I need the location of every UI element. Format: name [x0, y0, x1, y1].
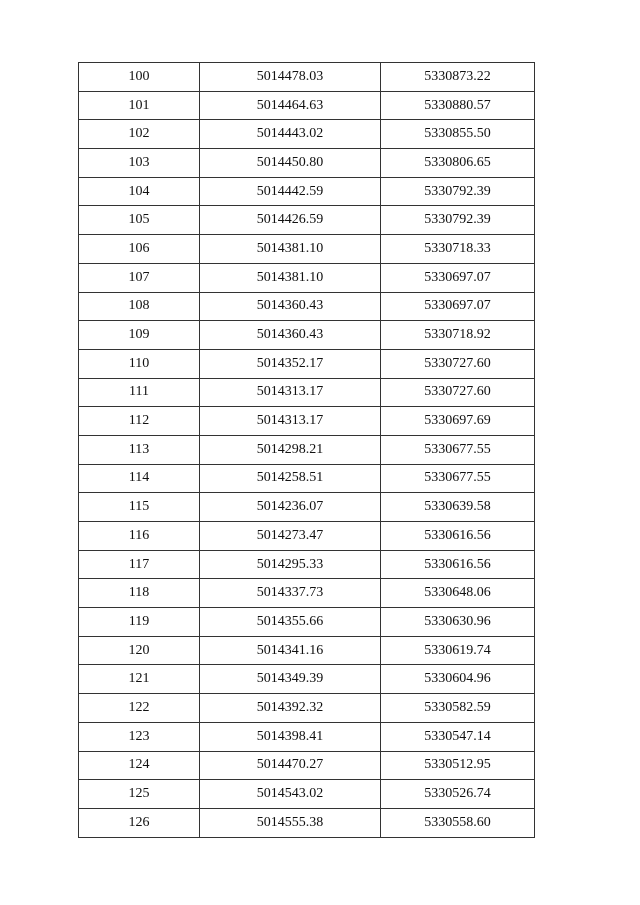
x-coordinate-cell: 5014381.10: [200, 235, 381, 264]
x-coordinate-cell: 5014426.59: [200, 206, 381, 235]
table-row: [79, 722, 535, 751]
x-coordinate-cell: 5014313.17: [200, 378, 381, 407]
table-row: [79, 579, 535, 608]
point-number-cell: 116: [79, 522, 200, 551]
y-coordinate-cell: 5330526.74: [381, 780, 535, 809]
y-coordinate-cell: 5330677.55: [381, 435, 535, 464]
point-number-cell: 126: [79, 808, 200, 837]
table-row: [79, 751, 535, 780]
point-number-cell: 107: [79, 263, 200, 292]
point-number-cell: 113: [79, 435, 200, 464]
point-number-cell: 125: [79, 780, 200, 809]
coordinate-table: [78, 62, 535, 838]
point-number-cell: 106: [79, 235, 200, 264]
y-coordinate-cell: 5330873.22: [381, 63, 535, 92]
y-coordinate-cell: 5330630.96: [381, 608, 535, 637]
table-row: [79, 780, 535, 809]
point-number-cell: 119: [79, 608, 200, 637]
x-coordinate-cell: 5014555.38: [200, 808, 381, 837]
point-number-cell: 105: [79, 206, 200, 235]
x-coordinate-cell: 5014313.17: [200, 407, 381, 436]
table-row: [79, 292, 535, 321]
table-row: [79, 63, 535, 92]
table-row: [79, 321, 535, 350]
y-coordinate-cell: 5330616.56: [381, 522, 535, 551]
point-number-cell: 120: [79, 636, 200, 665]
point-number-cell: 124: [79, 751, 200, 780]
point-number-cell: 100: [79, 63, 200, 92]
y-coordinate-cell: 5330604.96: [381, 665, 535, 694]
x-coordinate-cell: 5014352.17: [200, 349, 381, 378]
x-coordinate-cell: 5014450.80: [200, 149, 381, 178]
point-number-cell: 111: [79, 378, 200, 407]
y-coordinate-cell: 5330697.69: [381, 407, 535, 436]
table-row: [79, 464, 535, 493]
x-coordinate-cell: 5014341.16: [200, 636, 381, 665]
x-coordinate-cell: 5014273.47: [200, 522, 381, 551]
point-number-cell: 108: [79, 292, 200, 321]
x-coordinate-cell: 5014381.10: [200, 263, 381, 292]
x-coordinate-cell: 5014258.51: [200, 464, 381, 493]
x-coordinate-cell: 5014298.21: [200, 435, 381, 464]
x-coordinate-cell: 5014470.27: [200, 751, 381, 780]
point-number-cell: 110: [79, 349, 200, 378]
y-coordinate-cell: 5330639.58: [381, 493, 535, 522]
y-coordinate-cell: 5330582.59: [381, 694, 535, 723]
table-row: [79, 378, 535, 407]
x-coordinate-cell: 5014392.32: [200, 694, 381, 723]
y-coordinate-cell: 5330697.07: [381, 292, 535, 321]
table-row: [79, 407, 535, 436]
point-number-cell: 104: [79, 177, 200, 206]
table-row: [79, 235, 535, 264]
y-coordinate-cell: 5330792.39: [381, 206, 535, 235]
table-row: [79, 263, 535, 292]
y-coordinate-cell: 5330792.39: [381, 177, 535, 206]
point-number-cell: 117: [79, 550, 200, 579]
x-coordinate-cell: 5014236.07: [200, 493, 381, 522]
y-coordinate-cell: 5330619.74: [381, 636, 535, 665]
x-coordinate-cell: 5014360.43: [200, 292, 381, 321]
table-row: [79, 522, 535, 551]
y-coordinate-cell: 5330727.60: [381, 378, 535, 407]
y-coordinate-cell: 5330855.50: [381, 120, 535, 149]
table-row: [79, 206, 535, 235]
point-number-cell: 121: [79, 665, 200, 694]
x-coordinate-cell: 5014355.66: [200, 608, 381, 637]
y-coordinate-cell: 5330697.07: [381, 263, 535, 292]
y-coordinate-cell: 5330880.57: [381, 91, 535, 120]
x-coordinate-cell: 5014443.02: [200, 120, 381, 149]
point-number-cell: 102: [79, 120, 200, 149]
y-coordinate-cell: 5330558.60: [381, 808, 535, 837]
x-coordinate-cell: 5014464.63: [200, 91, 381, 120]
table-row: [79, 149, 535, 178]
table-row: [79, 636, 535, 665]
table-row: [79, 694, 535, 723]
point-number-cell: 101: [79, 91, 200, 120]
point-number-cell: 123: [79, 722, 200, 751]
table-row: [79, 808, 535, 837]
table-row: [79, 550, 535, 579]
point-number-cell: 114: [79, 464, 200, 493]
x-coordinate-cell: 5014442.59: [200, 177, 381, 206]
coordinate-table-body: [79, 63, 535, 838]
point-number-cell: 115: [79, 493, 200, 522]
y-coordinate-cell: 5330718.33: [381, 235, 535, 264]
point-number-cell: 103: [79, 149, 200, 178]
point-number-cell: 118: [79, 579, 200, 608]
x-coordinate-cell: 5014295.33: [200, 550, 381, 579]
table-row: [79, 608, 535, 637]
y-coordinate-cell: 5330677.55: [381, 464, 535, 493]
table-row: [79, 349, 535, 378]
table-row: [79, 177, 535, 206]
table-row: [79, 91, 535, 120]
table-row: [79, 493, 535, 522]
table-row: [79, 120, 535, 149]
x-coordinate-cell: 5014349.39: [200, 665, 381, 694]
x-coordinate-cell: 5014398.41: [200, 722, 381, 751]
x-coordinate-cell: 5014543.02: [200, 780, 381, 809]
x-coordinate-cell: 5014478.03: [200, 63, 381, 92]
y-coordinate-cell: 5330727.60: [381, 349, 535, 378]
y-coordinate-cell: 5330648.06: [381, 579, 535, 608]
y-coordinate-cell: 5330512.95: [381, 751, 535, 780]
y-coordinate-cell: 5330806.65: [381, 149, 535, 178]
y-coordinate-cell: 5330616.56: [381, 550, 535, 579]
x-coordinate-cell: 5014337.73: [200, 579, 381, 608]
table-row: [79, 665, 535, 694]
point-number-cell: 109: [79, 321, 200, 350]
point-number-cell: 122: [79, 694, 200, 723]
x-coordinate-cell: 5014360.43: [200, 321, 381, 350]
point-number-cell: 112: [79, 407, 200, 436]
y-coordinate-cell: 5330547.14: [381, 722, 535, 751]
y-coordinate-cell: 5330718.92: [381, 321, 535, 350]
table-row: [79, 435, 535, 464]
